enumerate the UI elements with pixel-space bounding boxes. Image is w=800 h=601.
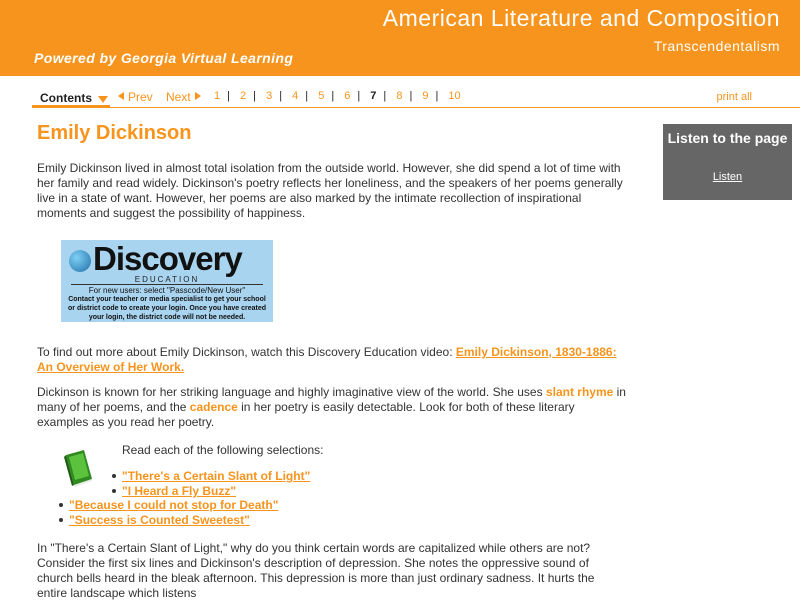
page-current-7: 7 — [370, 90, 377, 102]
analysis-paragraph: In "There's a Certain Slant of Light," why do you think certain words are capitalized while others are not? Consider the first six lines and Dickinson's description of depression. She notes the oppressive sound of church bells heard in the bleak afternoon. This depression is more than just ordinary sadness. It hurts the entire landscape which listens — [37, 541, 595, 600]
prev-label: Prev — [128, 90, 153, 104]
contents-dropdown[interactable] — [32, 86, 110, 108]
intro-paragraph: Emily Dickinson lived in almost total isolation from the outside world. However, she did spend a lot of time with her family and read widely. Dickinson's poetry reflects her loneliness, and the speakers of her poems generally live in a state of want. However, her poems are also marked by the intimate recollection of inspirational moments and suggest the possibility of happiness. — [37, 161, 623, 220]
chevron-down-icon[interactable] — [98, 96, 108, 103]
page-link-2[interactable]: 2 — [240, 90, 247, 102]
selection-link-success[interactable]: "Success is Counted Sweetest" — [69, 513, 250, 527]
selection-link-fly-buzz[interactable]: "I Heard a Fly Buzz" — [122, 484, 237, 498]
selection-link-slant-of-light[interactable]: "There's a Certain Slant of Light" — [122, 469, 311, 483]
read-instructions: Read each of the following selections: — [122, 443, 324, 457]
selection-item — [112, 484, 236, 498]
page-link-8[interactable]: 8 — [396, 90, 403, 102]
next-link[interactable] — [166, 90, 201, 104]
prev-link[interactable] — [118, 90, 153, 104]
selection-item — [59, 498, 278, 512]
cadence-term[interactable]: cadence — [189, 400, 238, 414]
style-text-1: Dickinson is known for her striking language and highly imaginative view of the world. She uses — [37, 385, 546, 399]
style-text-3: in her poetry is easily detectable. Look for both of these literary examples as you read her poetry. — [37, 400, 575, 429]
slant-rhyme-term[interactable]: slant rhyme — [545, 385, 614, 399]
globe-icon — [69, 250, 91, 272]
discovery-education-label: EDUCATION — [134, 275, 200, 284]
next-label: Next — [166, 90, 191, 104]
banner-divider — [71, 284, 263, 285]
discovery-logo-text: Discovery — [93, 240, 242, 277]
video-text: To find out more about Emily Dickinson, watch this Discovery Education video: — [37, 345, 456, 359]
video-link[interactable]: Emily Dickinson, 1830-1886: An Overview of Her Work. — [37, 345, 617, 374]
video-paragraph — [37, 345, 627, 375]
login-instructions: Contact your teacher or media specialist to get your school or district code to create your login. Once you have created your login, the district code will not be needed. — [68, 296, 266, 321]
listen-panel — [663, 124, 792, 200]
print-all-link[interactable]: print all — [716, 91, 752, 103]
listen-title: Listen to the page — [667, 130, 788, 146]
arrow-right-icon — [195, 92, 201, 100]
arrow-left-icon — [118, 92, 124, 100]
page-title: Emily Dickinson — [37, 122, 192, 144]
page-navigation — [32, 86, 800, 108]
contents-label: Contents — [40, 91, 92, 105]
page-link-5[interactable]: 5 — [318, 90, 325, 102]
selection-item — [112, 469, 310, 483]
selection-item — [59, 513, 250, 527]
book-icon — [62, 449, 94, 487]
style-text-2: in many of her poems, and the — [37, 385, 626, 414]
page-link-3[interactable]: 3 — [266, 90, 273, 102]
page-numbers: 1 | 2 | 3 | 4 | 5 | 6 | 7 | 8 | 9 | 10 — [214, 90, 461, 102]
unit-title: Transcendentalism — [653, 38, 780, 54]
style-paragraph — [37, 385, 627, 430]
course-title: American Literature and Composition — [382, 5, 780, 31]
listen-link[interactable]: Listen — [712, 171, 743, 183]
page-link-10[interactable]: 10 — [448, 90, 461, 102]
page-link-6[interactable]: 6 — [344, 90, 351, 102]
new-users-note: For new users: select "Passcode/New User" — [88, 286, 246, 295]
site-header — [0, 0, 800, 76]
powered-by-logo: Powered by Georgia Virtual Learning — [34, 50, 294, 66]
discovery-education-banner[interactable] — [61, 240, 273, 322]
page-link-1[interactable]: 1 — [214, 90, 221, 102]
page-link-9[interactable]: 9 — [422, 90, 429, 102]
selection-link-because-i-could-not-stop[interactable]: "Because I could not stop for Death" — [69, 498, 279, 512]
page-link-4[interactable]: 4 — [292, 90, 299, 102]
